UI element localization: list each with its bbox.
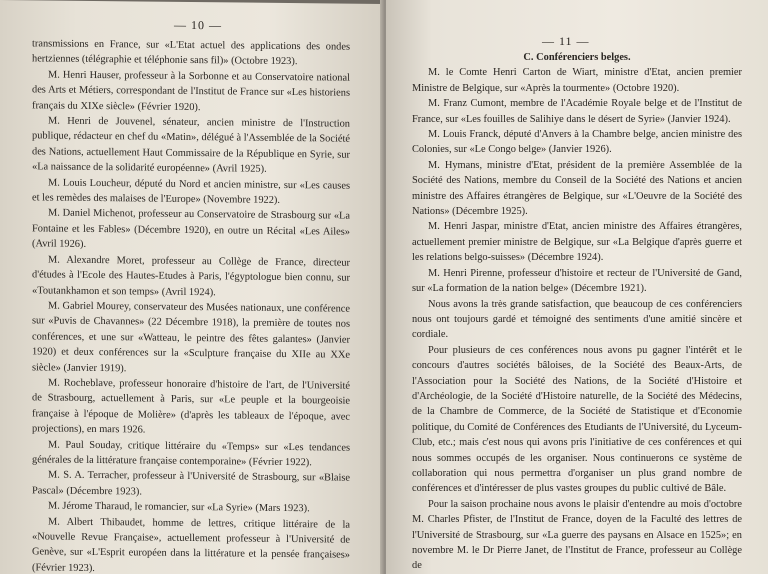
paragraph: M. Henri Pirenne, professeur d'histoire et recteur de l'Université de Gand, sur «La formation de la nation belge» (Décembre 1921). — [412, 267, 742, 295]
paragraph: M. Rocheblave, professeur honoraire d'histoire de l'art, de l'Université de Strasbourg, actuellement à Paris, sur «Le peuple et la bourgeoisie française à l'époque de Molière» (d'après les tableaux de l'époque, avec projections), en mars 1926. — [32, 377, 350, 436]
paragraph: M. Henri Jaspar, ministre d'Etat, ancien ministre des Affaires étrangères, actuellement premier ministre de Belgique, sur «La Belgique d'après guerre et les relations belgo-suisses» (Décembre 1924). — [412, 221, 742, 264]
paragraph: M. Gabriel Mourey, conservateur des Musées nationaux, une conférence sur «Puvis de Chavannes» (22 Décembre 1918), la première de toutes nos conférences, et une sur «Watteau, le peintre des fêtes galantes» (Janvier 1920) et deux conférences sur la «Sculpture française du XIIe au XXe siècle» (Janvier 1919). — [32, 300, 350, 374]
paragraph: M. Henri Hauser, professeur à la Sorbonne et au Conservatoire national des Arts et Métiers, correspondant de l'Institut de France sur «Les historiens français du XIXe siècle» (Février 1920). — [32, 69, 350, 113]
paragraph: M. Louis Franck, député d'Anvers à la Chambre belge, ancien ministre des Colonies, sur «Le Congo belge» (Janvier 1926). — [412, 129, 742, 156]
paragraph: M. Daniel Michenot, professeur au Conservatoire de Strasbourg sur «La Fontaine et les Fables» (Décembre 1920), en outre un Récital «Les Ailes» (Avril 1926). — [32, 207, 350, 251]
paragraph: M. Alexandre Moret, professeur au Collège de France, directeur d'études à l'Ecole des Hautes-Etudes à Paris, l'égyptologue bien connu, sur «Toutankhamon et son temps» (Avril 1924). — [32, 254, 350, 298]
paragraph: M. Franz Cumont, membre de l'Académie Royale belge et de l'Institut de France, sur «Les fouilles de Salihiye dans le désert de Syrie» (Janvier 1924). — [412, 98, 742, 125]
paragraph: M. Henri de Jouvenel, sénateur, ancien ministre de l'Instruction publique, rédacteur en chef du «Matin», délégué à l'Assemblée de la Société des Nations, actuellement Haut Commissaire de la République en Syrie, sur «La naissance de la solidarité européenne» (Avril 1925). — [32, 115, 350, 176]
paragraph: M. Louis Loucheur, député du Nord et ancien ministre, sur «Les causes et les remèdes des malaises de l'Europe» (Novembre 1922). — [32, 177, 350, 206]
page-text — [412, 50, 742, 574]
section-title: C. Conférenciers belges. — [523, 52, 631, 63]
paragraph: Pour la saison prochaine nous avons le plaisir d'entendre au mois d'octobre M. Charles Pfister, de l'Institut de France, doyen de la Faculté des lettres de l'Université de Strasbourg, sur «La guerre des paysans en Alsace en 1525»; en novembre M. le Dr Pierre Janet, de l'Institut de France, professeur au Collège de — [412, 498, 742, 572]
paragraph: M. S. A. Terracher, professeur à l'Université de Strasbourg, sur «Blaise Pascal» (Décembre 1923). — [32, 469, 350, 498]
right-page — [386, 0, 768, 574]
paragraph: Nous avons la très grande satisfaction, que beaucoup de ces conférenciers nous ont toujours gardé et témoigné des sentiments d'une amitié sincère et cordiale. — [412, 298, 742, 341]
paragraph: M. Jérome Tharaud, le romancier, sur «La Syrie» (Mars 1923). — [48, 500, 310, 515]
paragraph: M. Albert Thibaudet, homme de lettres, critique littéraire de la «Nouvelle Revue Française», actuellement professeur à l'Université de Genève, sur «L'Esprit européen dans la littérature et la pensée françaises» (Février 1923). — [32, 516, 350, 574]
page-number: — 11 — — [542, 34, 590, 48]
page-text — [32, 36, 350, 574]
paragraph: Pour plusieurs de ces conférences nous avons pu gagner l'intérêt et le concours d'autres sociétés bâloises, de la Société des Beaux-Arts, de l'Association pour la Société des Nations, de la Société d'Histoire et d'Archéologie, de la Société d'Histoire naturelle, de la Société des Médecins, de la Chambre de Commerce, de la Société de Statistique et d'Economie politique, du Comité de Conférences des Etudiants de l'Université, du Lyceum-Club, etc.; mais c'est nous qui avons pris l'initiative de ces conférences et qui nous sommes occupés de les organiser. Nous continuerons ce système de collaboration qui nous permettra d'organiser un plus grand nombre de conférences et d'intéresser de plus vastes groupes du public cultivé de Bâle. — [412, 344, 742, 495]
page-number: — 10 — — [174, 17, 222, 33]
paragraph: M. Hymans, ministre d'Etat, président de la première Assemblée de la Société des Nations, membre du Conseil de la Société des Nations et ancien ministre des Affaires étrangères de Belgique, sur «L'Oeuvre de la Société des Nations» (Décembre 1925). — [412, 159, 742, 218]
paragraph: transmissions en France, sur «L'Etat actuel des applications des ondes hertziennes (télégraphie et téléphonie sans fil)» (Octobre 1923). — [32, 38, 350, 68]
paragraph: M. Paul Souday, critique littéraire du «Temps» sur «Les tendances générales de la littérature française contemporaine» (Février 1922). — [32, 439, 350, 469]
paragraph: M. le Comte Henri Carton de Wiart, ministre d'Etat, ancien premier Ministre de Belgique, sur «Après la tourmente» (Octobre 1920). — [412, 67, 742, 94]
